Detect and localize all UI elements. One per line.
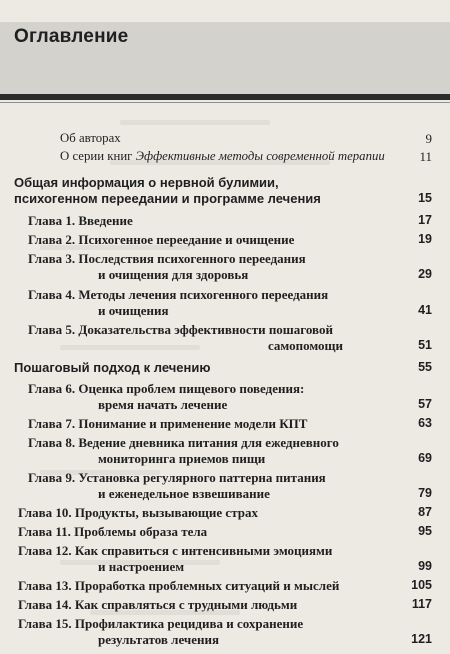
toc-entry-label (60, 149, 385, 165)
toc-chapter-line-1: Глава 3. Последствия психогенного переедания (28, 251, 306, 266)
toc-chapter-line-1: Глава 4. Методы лечения психогенного переедания (28, 287, 329, 302)
toc-page-number: 79 (418, 486, 432, 500)
page-title: Оглавление (14, 26, 129, 47)
toc-page-number: 121 (411, 632, 432, 646)
toc-chapter-label: Глава 7. Понимание и применение модели КПТ (28, 416, 308, 431)
toc-page-number: 51 (418, 338, 432, 352)
toc-chapter-line-1: Глава 12. Как справиться с интенсивными эмоциями (18, 543, 333, 558)
toc-chapter-line-2: мониторинга приемов пищи (98, 450, 266, 466)
toc-chapter-label: Глава 1. Введение (28, 213, 133, 228)
toc-chapter-line-1: Глава 8. Ведение дневника питания для ежедневного (28, 435, 339, 450)
toc-entry-series-title: Эффективные методы современной терапии (135, 149, 385, 163)
toc-section-label (14, 175, 321, 206)
toc-page-number: 55 (418, 360, 432, 374)
toc-chapter-line-2: результатов лечения (98, 631, 220, 647)
header-rule (0, 94, 450, 100)
toc-chapter-line-2: и очищения (98, 302, 169, 318)
toc-chapter-label (28, 322, 343, 353)
toc-chapter-line-1: Глава 15. Профилактика рецидива и сохранение (18, 616, 304, 631)
toc-chapter-label (28, 435, 339, 466)
toc-chapter-line-1: Глава 6. Оценка проблем пищевого поведения: (28, 381, 305, 396)
toc-chapter-line-2: и очищения для здоровья (98, 266, 249, 282)
toc-page-number: 69 (418, 451, 432, 465)
toc-chapter-line-2: и настроением (98, 558, 185, 574)
toc-section-label: Пошаговый подход к лечению (14, 360, 211, 375)
toc-page-number: 11 (419, 149, 432, 164)
toc-chapter-label (28, 381, 304, 412)
toc-entry-label-prefix: О серии книг (60, 149, 136, 163)
toc-chapter-line-2: время начать лечение (98, 396, 228, 412)
toc-section-line-1: Общая информация о нервной булимии, (14, 175, 279, 190)
toc-chapter-line-2: самопомощи (268, 337, 344, 353)
toc-chapter-label (28, 470, 326, 501)
toc-page-number: 17 (418, 213, 432, 227)
toc-page-number: 57 (418, 397, 432, 411)
toc-page-number: 87 (418, 505, 432, 519)
toc-page-number: 41 (418, 303, 432, 317)
toc-chapter-label: Глава 11. Проблемы образа тела (18, 524, 208, 539)
toc-chapter-label (28, 287, 328, 318)
toc-chapter-line-2: и еженедельное взвешивание (98, 485, 270, 501)
toc-page-number: 63 (418, 416, 432, 430)
toc-chapter-label (28, 251, 306, 282)
toc-chapter-label: Глава 14. Как справляться с трудными людьми (18, 597, 298, 612)
toc-page-number: 29 (418, 267, 432, 281)
toc-page-number: 19 (418, 232, 432, 246)
toc-chapter-label: Глава 13. Проработка проблемных ситуаций и мыслей (18, 578, 340, 593)
toc-page-number: 15 (418, 191, 432, 205)
toc-page-number: 105 (411, 578, 432, 592)
toc-page-number: 95 (418, 524, 432, 538)
toc-section-line-2: психогенном переедании и программе лечения (14, 190, 321, 206)
toc-chapter-label: Глава 2. Психогенное переедание и очищение (28, 232, 295, 247)
toc-entry-label: Об авторах (60, 131, 121, 145)
toc-chapter-line-1: Глава 9. Установка регулярного паттерна питания (28, 470, 326, 485)
toc-chapter-label (18, 543, 332, 574)
toc-chapter-label: Глава 10. Продукты, вызывающие страх (18, 505, 258, 520)
header-rule-thin (0, 102, 450, 103)
toc-page-number: 9 (425, 131, 432, 146)
toc-chapter-line-1: Глава 5. Доказательства эффективности пошаговой (28, 322, 333, 337)
toc-page-number: 99 (418, 559, 432, 573)
toc-chapter-label (18, 616, 303, 647)
toc-page-number: 117 (411, 597, 432, 611)
